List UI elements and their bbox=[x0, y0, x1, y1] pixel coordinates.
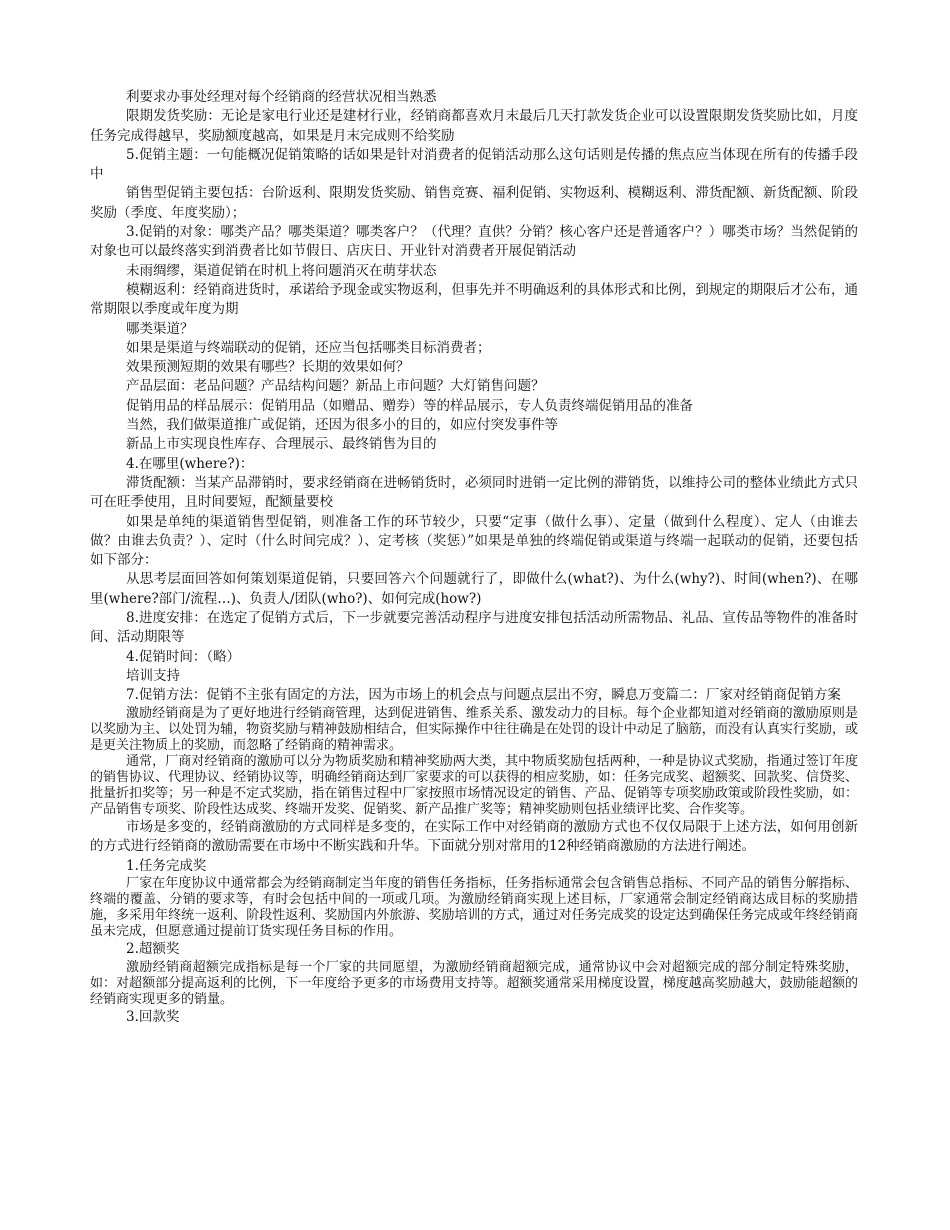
paragraph: 4.促销时间：（略） bbox=[126, 648, 241, 665]
paragraph: 培训支持 bbox=[126, 667, 180, 684]
paragraph: 7.促销方法：促销不主张有固定的方法，因为市场上的机会点与问题点层出不穷，瞬息万变篇二：厂家对经销商促销方案 bbox=[126, 687, 841, 704]
paragraph: 效果预测短期的效果有哪些？长期的效果如何？ bbox=[126, 359, 410, 376]
paragraph: 1.任务完成奖 bbox=[126, 857, 207, 874]
paragraph: 3.回款奖 bbox=[126, 1009, 180, 1025]
paragraph: 哪类渠道？ bbox=[126, 320, 194, 337]
paragraph: 厂家在年度协议中通常都会为经销商制定当年度的销售任务指标，任务指标通常会包含销售总指标、不同产品的销售分解指标、终端的覆盖、分销的要求等，有时会包括中间的一项或几项。为激励经销商实现上述目标，厂家通常会制定经销商达成目标的奖励措施，多采用年终统一返利、阶段性返利、奖励国内外旅游、奖励培训的方式，通过对任务完成奖的设定达到确保任务完成或年终经销商虽未完成，但愿意通过提前订货实现任务目标的作用。 bbox=[90, 876, 858, 940]
paragraph: 促销用品的样品展示：促销用品（如赠品、赠券）等的样品展示，专人负责终端促销用品的准备 bbox=[126, 397, 693, 414]
paragraph: 限期发货奖励：无论是家电行业还是建材行业，经销商都喜欢月末最后几天打款发货企业可以设置限期发货奖励比如，月度任务完成得越早，奖励额度越高，如果是月末完成则不给奖励 bbox=[90, 108, 858, 144]
paragraph: 激励经销商是为了更好地进行经销商管理，达到促进销售、维系关系、激发动力的目标。每个企业都知道对经销商的激励原则是以奖励为主、以处罚为辅，物资奖励与精神鼓励相结合，但实际操作中往往确是在处罚的设计中动足了脑筋，而没有认真实行奖励，或是更关注物质上的奖励，而忽略了经销商的精神需求。 bbox=[90, 705, 858, 753]
paragraph: 3.促销的对象：哪类产品？哪类渠道？哪类客户？（代理？直供？分销？核心客户还是普通客户？）哪类市场？当然促销的对象也可以最终落实到消费者比如节假日、店庆日、开业针对消费者开展促销活动 bbox=[90, 224, 858, 260]
paragraph: 如果是单纯的渠道销售型促销，则准备工作的环节较少，只要“定事（做什么事）、定量（做到什么程度）、定人（由谁去做？由谁去负责？）、定时（什么时间完成？）、定考核（奖惩）”如果是单独的终端促销或渠道与终端一起联动的促销，还要包括如下部分： bbox=[90, 513, 858, 569]
paragraph: 产品层面：老品问题？产品结构问题？新品上市问题？大灯销售问题？ bbox=[126, 378, 545, 395]
paragraph: 新品上市实现良性库存、合理展示、最终销售为目的 bbox=[126, 436, 437, 453]
document-body bbox=[90, 88, 858, 1027]
paragraph: 激励经销商超额完成指标是每一个厂家的共同愿望，为激励经销商超额完成，通常协议中会对超额完成的部分制定特殊奖励，如：对超额部分提高返利的比例，下一年度给予更多的市场费用支持等。超额奖通常采用梯度设置，梯度越高奖励越大，鼓励能超额的经销商实现更多的销量。 bbox=[90, 959, 858, 1007]
paragraph: 从思考层面回答如何策划渠道促销，只要回答六个问题就行了，即做什么(what?)、为什么(why?)、时间(when?)、在哪里(where?部门/流程…)、负责人/团队(who?)、如何完成(how?) bbox=[90, 571, 858, 607]
paragraph: 未雨绸缪，渠道促销在时机上将问题消灭在萌芽状态 bbox=[126, 262, 437, 279]
paragraph: 利要求办事处经理对每个经销商的经营状况相当熟悉 bbox=[126, 89, 437, 105]
paragraph: 5.促销主题：一句能概况促销策略的话如果是针对消费者的促销活动那么这句话则是传播的焦点应当体现在所有的传播手段中 bbox=[90, 146, 858, 183]
paragraph: 如果是渠道与终端联动的促销，还应当包括哪类目标消费者； bbox=[126, 339, 491, 356]
paragraph: 市场是多变的，经销商激励的方式同样是多变的，在实际工作中对经销商的激励方式也不仅仅局限于上述方法，如何用创新的方式进行经销商的激励需要在市场中不断实践和升华。下面就分别对常用的12种经销商激励的方法进行阐述。 bbox=[90, 819, 858, 855]
paragraph: 销售型促销主要包括：台阶返利、限期发货奖励、销售竞赛、福利促销、实物返利、模糊返利、滞货配额、新货配额、阶段奖励（季度、年度奖励）； bbox=[90, 185, 858, 221]
paragraph: 4.在哪里(where?)： bbox=[126, 455, 254, 472]
paragraph: 8.进度安排：在选定了促销方式后，下一步就要完善活动程序与进度安排包括活动所需物品、礼品、宣传品等物件的准备时间、活动期限等 bbox=[90, 610, 858, 646]
paragraph: 模糊返利：经销商进货时，承诺给予现金或实物返利，但事先并不明确返利的具体形式和比例，到规定的期限后才公布，通常期限以季度或年度为期 bbox=[90, 281, 858, 318]
paragraph: 通常，厂商对经销商的激励可以分为物质奖励和精神奖励两大类，其中物质奖励包括两种，一种是协议式奖励，指通过签订年度的销售协议、代理协议、经销协议等，明确经销商达到厂家要求的可以获得的相应奖励，如：任务完成奖、超额奖、回款奖、信贷奖、批量折扣奖等；另一种是不定式奖励，指在销售过程中厂家按照市场情况设定的销售、产品、促销等专项奖励政策或阶段性奖励，如：产品销售专项奖、阶段性达成奖、终端开发奖、促销奖、新产品推广奖等；精神奖励则包括业绩评比奖、合作奖等。 bbox=[90, 753, 858, 818]
paragraph: 当然，我们做渠道推广或促销，还因为很多小的目的，如应付突发事件等 bbox=[126, 417, 558, 434]
paragraph: 滞货配额：当某产品滞销时，要求经销商在进畅销货时，必须同时进销一定比例的滞销货，以维持公司的整体业绩此方式只可在旺季使用，且时间要短，配额量要校 bbox=[90, 474, 858, 511]
paragraph: 2.超额奖 bbox=[126, 941, 180, 958]
